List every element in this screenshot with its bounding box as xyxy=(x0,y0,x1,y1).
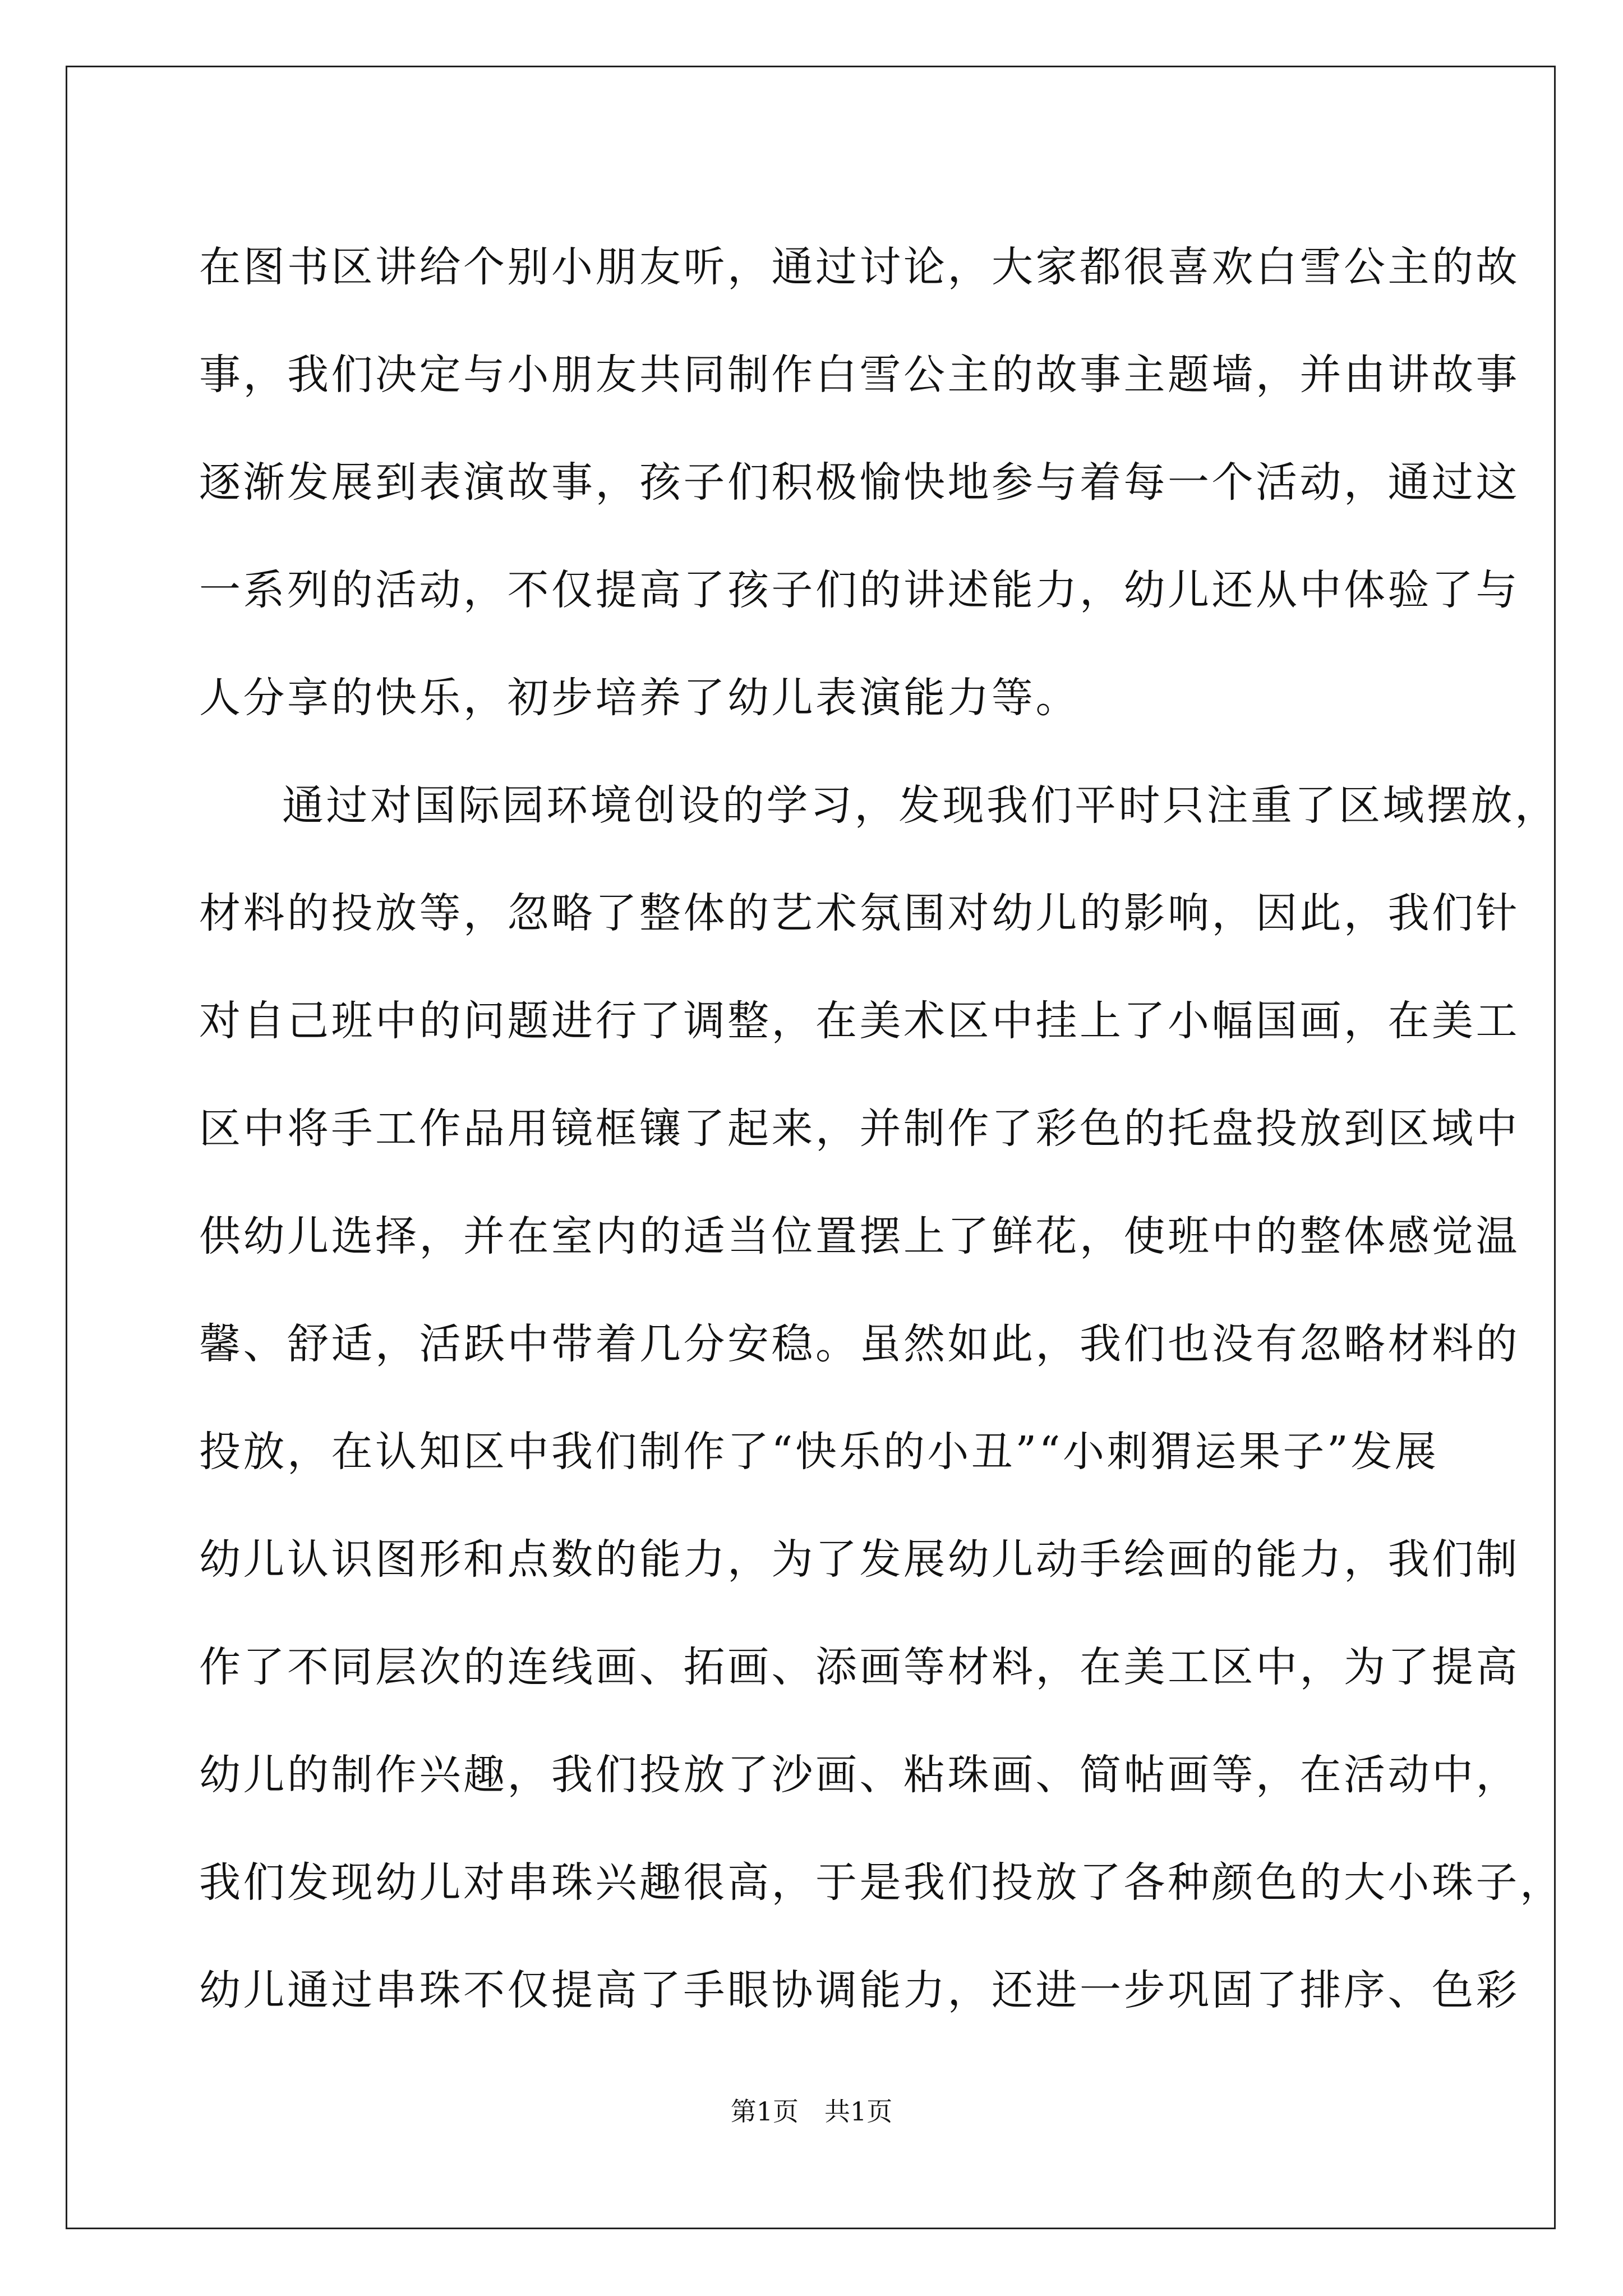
text-line: 人分享的快乐，初步培养了幼儿表演能力等。 xyxy=(199,674,1080,722)
text-line: 通过对国际园环境创设的学习，发现我们平时只注重了区域摆放， xyxy=(282,781,1559,830)
text-line: 对自己班中的问题进行了调整，在美术区中挂上了小幅国画，在美工 xyxy=(199,997,1520,1045)
text-line: 在图书区讲给个别小朋友听，通过讨论，大家都很喜欢白雪公主的故 xyxy=(199,243,1520,291)
text-line: 逐渐发展到表演故事，孩子们积极愉快地参与着每一个活动，通过这 xyxy=(199,458,1520,507)
text-line: 材料的投放等，忽略了整体的艺术氛围对幼儿的影响，因此，我们针 xyxy=(199,889,1520,937)
page-number-total: 共1页 xyxy=(824,2096,893,2127)
text-line: 一系列的活动，不仅提高了孩子们的讲述能力，幼儿还从中体验了与 xyxy=(199,566,1520,614)
text-line: 幼儿通过串珠不仅提高了手眼协调能力，还进一步巩固了排序、色彩 xyxy=(199,1966,1520,2014)
text-line: 我们发现幼儿对串珠兴趣很高，于是我们投放了各种颜色的大小珠子， xyxy=(199,1858,1564,1907)
document-body xyxy=(199,213,1564,2044)
page-number-current: 第1页 xyxy=(730,2096,799,2127)
text-line: 馨、舒适，活跃中带着几分安稳。虽然如此，我们也没有忽略材料的 xyxy=(199,1320,1520,1368)
text-line: 事，我们决定与小朋友共同制作白雪公主的故事主题墙，并由讲故事 xyxy=(199,351,1520,399)
page-footer xyxy=(0,2091,1623,2128)
text-line: 幼儿的制作兴趣，我们投放了沙画、粘珠画、简帖画等，在活动中， xyxy=(199,1751,1520,1799)
text-line: 作了不同层次的连线画、拓画、添画等材料，在美工区中，为了提高 xyxy=(199,1643,1520,1691)
text-line: 供幼儿选择，并在室内的适当位置摆上了鲜花，使班中的整体感觉温 xyxy=(199,1212,1520,1260)
text-line: 投放，在认知区中我们制作了“快乐的小丑”“小刺猬运果子”发展 xyxy=(199,1428,1439,1476)
text-line: 区中将手工作品用镜框镶了起来，并制作了彩色的托盘投放到区域中 xyxy=(199,1105,1520,1153)
text-line: 幼儿认识图形和点数的能力，为了发展幼儿动手绘画的能力，我们制 xyxy=(199,1535,1520,1584)
